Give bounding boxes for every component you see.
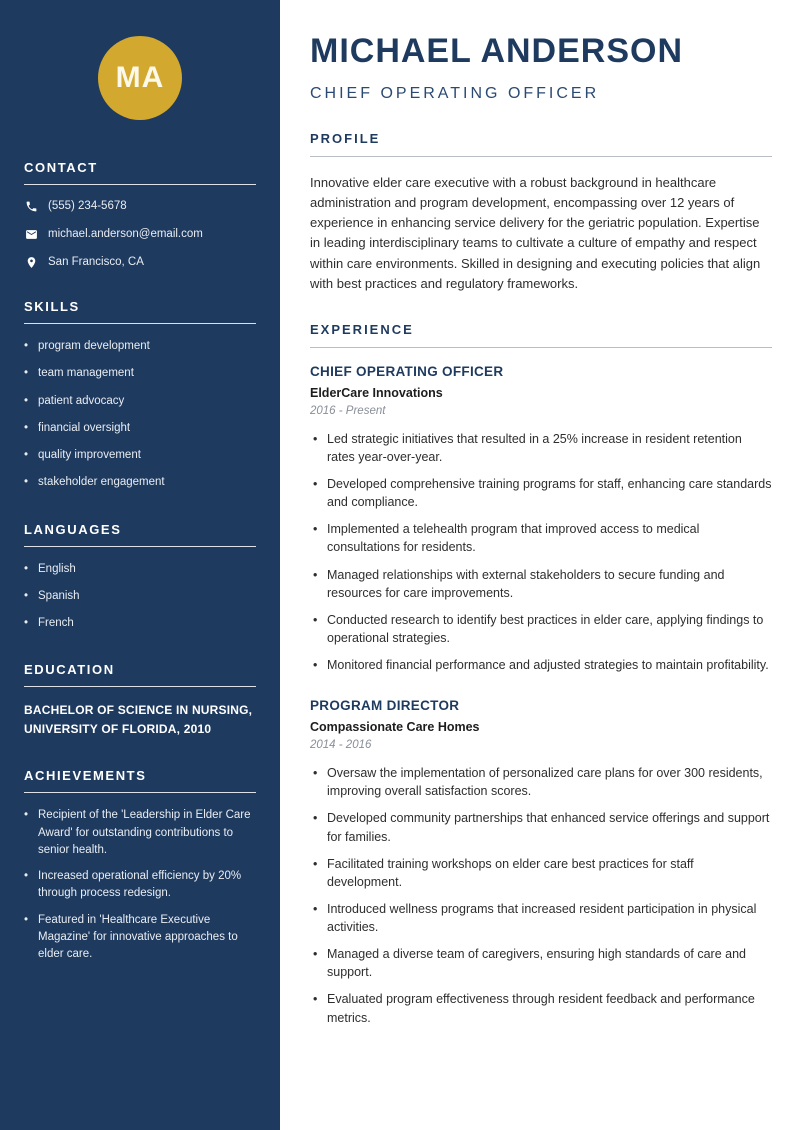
- education-section: [24, 662, 256, 738]
- contact-location-text: San Francisco, CA: [48, 256, 144, 268]
- languages-section: [24, 522, 256, 633]
- contact-location-row: [24, 255, 256, 269]
- experience-heading: EXPERIENCE: [310, 322, 772, 348]
- location-icon: [24, 255, 38, 269]
- achievements-section: [24, 768, 256, 963]
- email-icon: [24, 227, 38, 241]
- languages-heading: LANGUAGES: [24, 522, 256, 547]
- job-company: Compassionate Care Homes: [310, 720, 480, 735]
- job-bullet: • Managed relationships with external stakeholders to secure funding and resources for care improvements.: [310, 566, 772, 602]
- avatar-initials: MA: [115, 61, 165, 94]
- job-title: PROGRAM DIRECTOR: [310, 698, 460, 714]
- job-bullet: • Monitored financial performance and adjusted strategies to maintain profitability.: [310, 656, 772, 674]
- avatar: [98, 36, 182, 120]
- contact-phone-text: (555) 234-5678: [48, 200, 127, 212]
- job-bullet: • Developed comprehensive training programs for staff, enhancing care standards and compliance.: [310, 475, 772, 511]
- skill-item: • quality improvement: [24, 447, 256, 464]
- skills-heading: SKILLS: [24, 299, 256, 324]
- skills-list: [24, 338, 256, 492]
- contact-heading: CONTACT: [24, 160, 256, 185]
- skills-section: [24, 299, 256, 492]
- job-bullet: • Developed community partnerships that enhanced service offerings and support for families.: [310, 809, 772, 845]
- skill-item: • program development: [24, 338, 256, 355]
- job-bullet: • Led strategic initiatives that resulted in a 25% increase in resident retention rates year-over-year.: [310, 430, 772, 466]
- profile-section: [310, 131, 772, 294]
- person-name: MICHAEL ANDERSON: [310, 32, 684, 70]
- phone-icon: [24, 199, 38, 213]
- skill-item: • stakeholder engagement: [24, 474, 256, 491]
- job-title: CHIEF OPERATING OFFICER: [310, 363, 504, 379]
- achievements-list: [24, 807, 256, 963]
- skill-item: • patient advocacy: [24, 393, 256, 410]
- job-bullet: • Conducted research to identify best practices in elder care, applying findings to operational strategies.: [310, 611, 772, 647]
- education-degree: BACHELOR OF SCIENCE IN NURSING, UNIVERSITY OF FLORIDA, 2010: [24, 703, 253, 736]
- language-item: • English: [24, 561, 256, 578]
- profile-heading: PROFILE: [310, 131, 772, 157]
- language-item: • French: [24, 615, 256, 632]
- profile-text: Innovative elder care executive with a robust background in healthcare administration and program development, encompassing over 12 years of experience in enhancing service delivery for the geriatric population. Expertise in leading interdisciplinary teams to cultivate a culture of empathy and respect within care environments. Skilled in designing and executing policies that align with best practices and regulatory frameworks.: [310, 175, 761, 291]
- job-bullet: • Implemented a telehealth program that improved access to medical consultations for residents.: [310, 520, 772, 556]
- skill-item: • financial oversight: [24, 420, 256, 437]
- person-title: CHIEF OPERATING OFFICER: [310, 85, 600, 102]
- experience-section: [310, 322, 772, 1027]
- job-dates: 2016 - Present: [310, 404, 386, 417]
- contact-email-row: [24, 227, 256, 241]
- contact-section: [24, 160, 256, 269]
- education-heading: EDUCATION: [24, 662, 256, 687]
- contact-phone-row: [24, 199, 256, 213]
- achievement-item: • Increased operational efficiency by 20% through process redesign.: [24, 868, 256, 903]
- job-bullet: • Oversaw the implementation of personalized care plans for over 300 residents, improving overall satisfaction scores.: [310, 764, 772, 800]
- job-bullet: • Introduced wellness programs that increased resident participation in physical activities.: [310, 900, 772, 936]
- job-bullet: • Facilitated training workshops on elder care best practices for staff development.: [310, 855, 772, 891]
- contact-email-text: michael.anderson@email.com: [48, 228, 203, 240]
- sidebar: [0, 0, 280, 1130]
- achievement-item: • Recipient of the 'Leadership in Elder Care Award' for outstanding contributions to senior health.: [24, 807, 256, 859]
- language-item: • Spanish: [24, 588, 256, 605]
- skill-item: • team management: [24, 365, 256, 382]
- job-dates: 2014 - 2016: [310, 739, 372, 752]
- job-bullets: [310, 764, 772, 1027]
- job-bullet: • Evaluated program effectiveness through resident feedback and performance metrics.: [310, 990, 772, 1026]
- job-bullets: [310, 430, 772, 674]
- main-content: [280, 0, 800, 1130]
- job-entry: [310, 698, 772, 1027]
- achievements-heading: ACHIEVEMENTS: [24, 768, 256, 793]
- languages-list: [24, 561, 256, 633]
- job-entry: [310, 364, 772, 674]
- achievement-item: • Featured in 'Healthcare Executive Magazine' for innovative approaches to elder care.: [24, 912, 256, 964]
- job-bullet: • Managed a diverse team of caregivers, ensuring high standards of care and support.: [310, 945, 772, 981]
- job-company: ElderCare Innovations: [310, 385, 443, 400]
